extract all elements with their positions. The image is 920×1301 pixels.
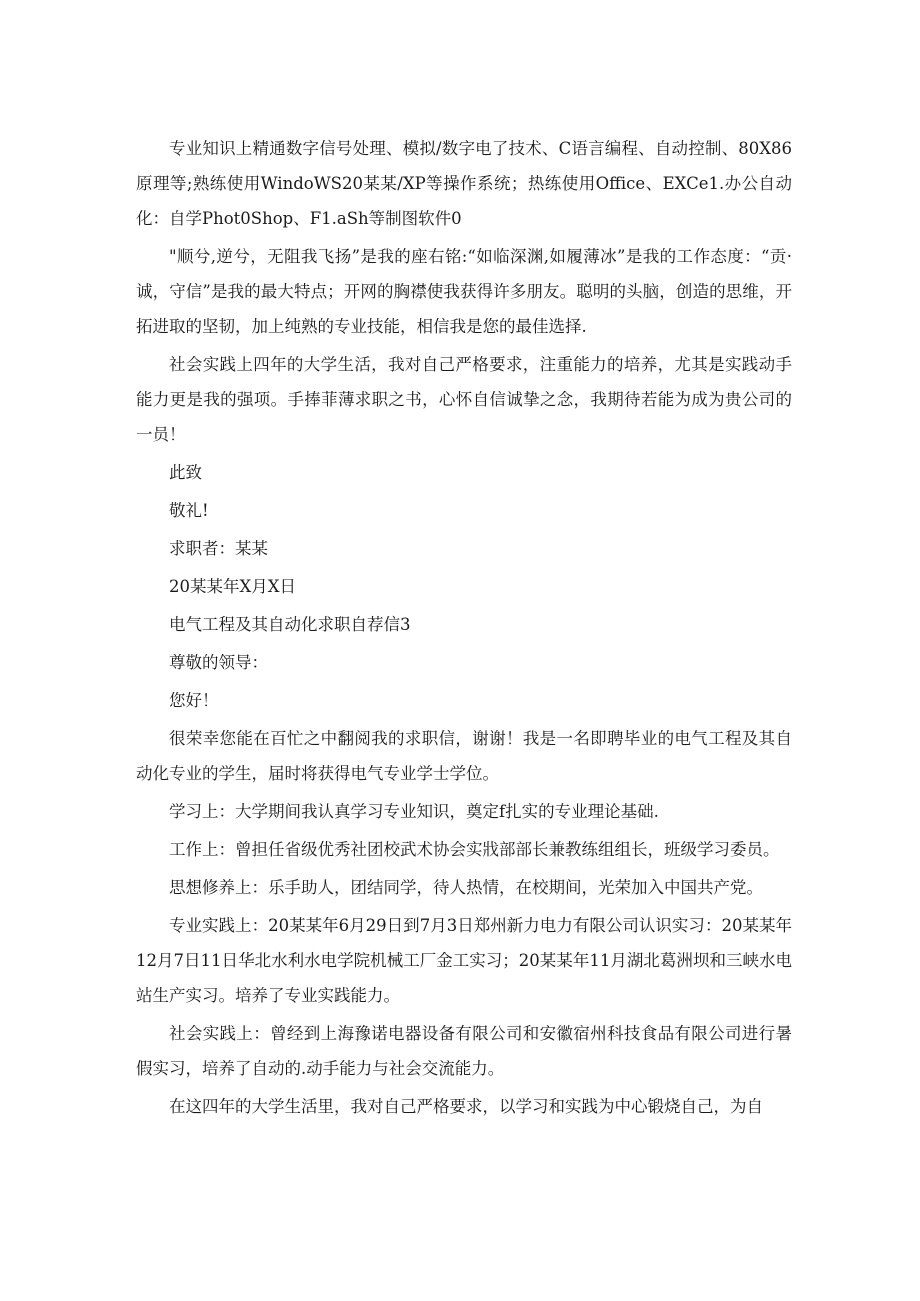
paragraph-social-practice: 社会实践上：曾经到上海豫诺电器设备有限公司和安徽宿州科技食品有限公司进行暑假实习，培养了自动的.动手能力与社会交流能力。 bbox=[136, 1024, 792, 1078]
closing-salutation: 此致 bbox=[169, 463, 202, 482]
greeting-hello: 您好！ bbox=[169, 691, 219, 710]
greeting-recipient: 尊敬的领导： bbox=[169, 653, 268, 672]
paragraph-professional-practice: 专业实践上：20某某年6月29日到7月3日郑州新力电力有限公司认识实习：20某某年12月7日11日华北水利水电学院机械工厂金工实习；20某某年11月湖北葛洲坝和三峡水电站生产实习。培养了专业实践能力。 bbox=[136, 916, 792, 1005]
letter-body bbox=[136, 131, 792, 1124]
paragraph-skills: 专业知识上精通数字信号处理、模拟/数字电了技术、C语言编程、自动控制、80X86原理等;熟练使用WindoWS20某某/XP等操作系统；热练使用Office、EXCe1.办公自动化：自学Phot0Shop、F1.aSh等制图软件0 bbox=[136, 139, 792, 228]
signature-applicant: 求职者：某某 bbox=[169, 539, 268, 558]
paragraph-character: 思想修养上：乐手助人，团结同学，待人热情，在校期间，光荣加入中国共产党。 bbox=[169, 878, 763, 897]
signature-date: 20某某年X月X日 bbox=[169, 577, 296, 596]
paragraph-university-life: 在这四年的大学生活里，我对自己严格要求，以学习和实践为中心锻烧自己，为自 bbox=[169, 1097, 763, 1116]
paragraph-motto: "顺兮,逆兮，无阻我飞扬”是我的座右铭:“如临深渊,如履薄冰”是我的工作态度：“贡·诚，守信”是我的最大特点；开网的胸襟使我获得许多朋友。聪明的头脑，创造的思维，开拓进取的坚韧，加上纯熟的专业技能，相信我是您的最佳选择. bbox=[136, 247, 792, 336]
closing-respect: 敬礼! bbox=[169, 501, 209, 520]
paragraph-social-practice-summary: 社会实践上四年的大学生活，我对自己严格要求，注重能力的培养，尤其是实践动手能力更是我的强项。手捧菲薄求职之书，心怀自信诚挚之念，我期待若能为成为贵公司的一员！ bbox=[136, 355, 792, 444]
paragraph-work: 工作上：曾担任省级优秀社团校武术协会实戕部部长兼教练组组长，班级学习委员。 bbox=[169, 840, 780, 859]
letter-title: 电气工程及其自动化求职自荐信3 bbox=[169, 615, 411, 634]
paragraph-introduction: 很荣幸您能在百忙之中翻阅我的求职信，谢谢！我是一名即聘毕业的电气工程及其自动化专业的学生，届时将获得电气专业学士学位。 bbox=[136, 729, 792, 783]
paragraph-study: 学习上：大学期间我认真学习专业知识，奠定f扎实的专业理论基础. bbox=[169, 802, 659, 821]
